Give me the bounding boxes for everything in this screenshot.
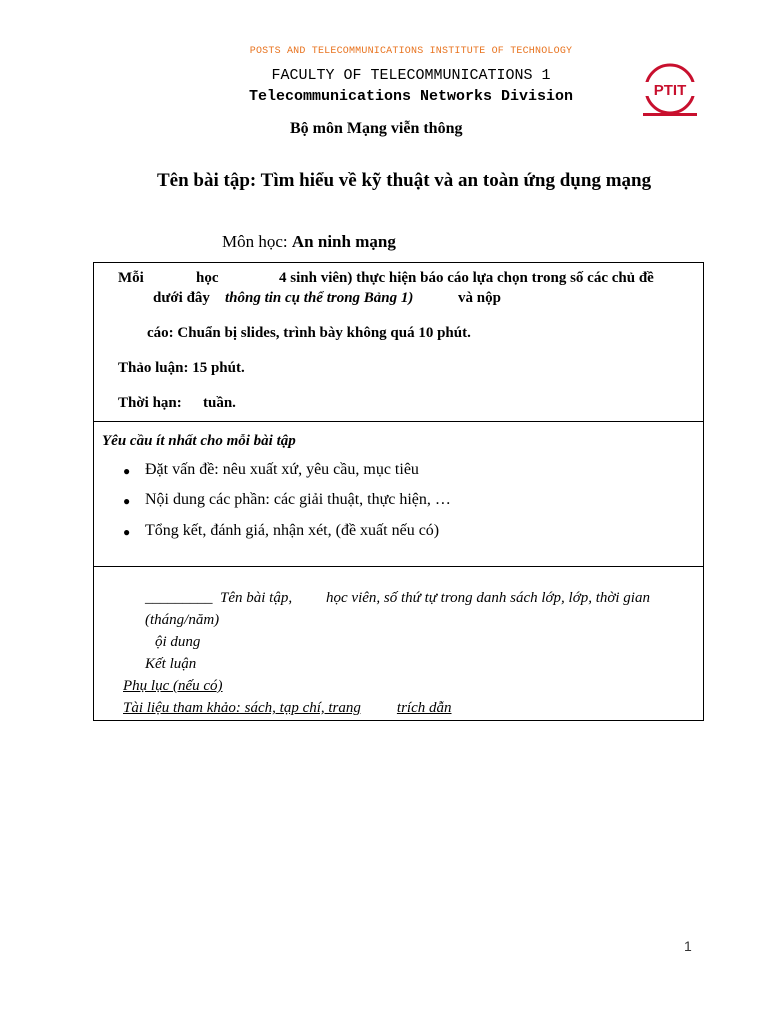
deadline-value: tuần. [203, 395, 236, 411]
box1-line1-b: học [196, 270, 219, 286]
box1-line2-a: dưới đây [153, 290, 210, 306]
requirement-item: Tổng kết, đánh giá, nhận xét, (đề xuất nếu có) [145, 522, 440, 539]
box1-line3: cáo: Chuẩn bị slides, trình bày không quá 10 phút. [147, 325, 471, 341]
box1-line1-a: Mỗi [118, 270, 144, 286]
box3-line3: ội dung [155, 634, 201, 650]
box3-line2: (tháng/năm) [145, 612, 220, 628]
references-line [123, 700, 452, 717]
department-name: Bộ môn Mạng viễn thông [290, 120, 463, 137]
requirements-heading: Yêu cầu ít nhất cho mỗi bài tập [102, 433, 296, 449]
subject-value: An ninh mạng [291, 232, 396, 251]
logo-text: PTIT [653, 82, 687, 99]
assignment-title: Tên bài tập: Tìm hiểu về kỹ thuật và an toàn ứng dụng mạng [157, 170, 652, 191]
appendix-line: Phụ lục (nếu có) [123, 678, 223, 694]
bullet-icon: ● [123, 464, 131, 478]
institute-name: POSTS AND TELECOMMUNICATIONS INSTITUTE OF TECHNOLOGY [249, 46, 573, 57]
ptit-logo [640, 62, 700, 118]
references-gap [361, 700, 397, 717]
box1-line2-b: thông tin cụ thể trong Bảng 1) [225, 290, 414, 306]
faculty-name: FACULTY OF TELECOMMUNICATIONS 1 [271, 67, 551, 84]
box3-line1-blank: _________ [145, 590, 213, 606]
bullet-icon: ● [123, 494, 131, 508]
division-name: Telecommunications Networks Division [248, 88, 574, 105]
box3-line1-b: học viên, số thứ tự trong danh sách lớp, lớp, thời gian [326, 590, 650, 606]
discussion-time: Thảo luận: 15 phút. [118, 360, 245, 376]
subject-label: Môn học: [222, 232, 288, 251]
box1-line1-c: 4 sinh viên) thực hiện báo cáo lựa chọn trong số các chủ đề [279, 270, 654, 286]
requirement-item: Nội dung các phần: các giải thuật, thực hiện, … [145, 491, 451, 508]
bullet-icon: ● [123, 525, 131, 539]
box1-line2-c: và nộp [458, 290, 501, 306]
references-citation: trích dẫn [396, 700, 452, 716]
requirement-item: Đặt vấn đề: nêu xuất xứ, yêu cầu, mục tiêu [145, 461, 419, 478]
subject-line [222, 232, 396, 252]
box3-line4: Kết luận [145, 656, 197, 672]
deadline-label: Thời hạn: [118, 395, 182, 411]
box3-line1-a: Tên bài tập, [220, 590, 293, 606]
references-label: Tài liệu tham khảo: sách, tạp chí, trang [123, 700, 361, 716]
page-number: 1 [684, 938, 692, 954]
